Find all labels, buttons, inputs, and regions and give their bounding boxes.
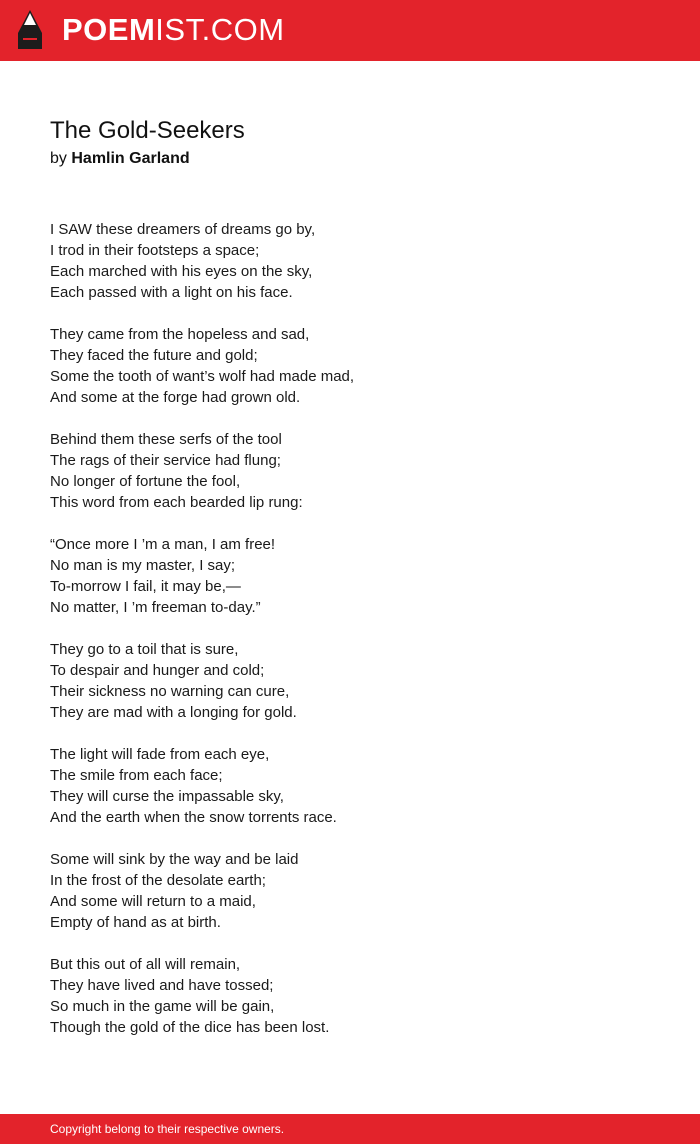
poem-line: No longer of fortune the fool, xyxy=(50,473,241,490)
poem-line: They go to a toil that is sure, xyxy=(50,641,239,658)
poem-line: They faced the future and gold; xyxy=(50,347,258,364)
poem-line: So much in the game will be gain, xyxy=(50,998,275,1015)
logo-text-light: IST.COM xyxy=(155,12,285,47)
poem-line: The smile from each face; xyxy=(50,767,223,784)
by-label: by xyxy=(50,150,67,167)
poem-line: This word from each bearded lip rung: xyxy=(50,494,303,511)
poem-line: And the earth when the snow torrents race. xyxy=(50,809,337,826)
poem-line: To despair and hunger and cold; xyxy=(50,662,265,679)
author-name: Hamlin Garland xyxy=(71,150,190,167)
poem-line: Behind them these serfs of the tool xyxy=(50,431,282,448)
poem-line: Though the gold of the dice has been lost. xyxy=(50,1019,330,1036)
poem-line: Each marched with his eyes on the sky, xyxy=(50,263,313,280)
stanza xyxy=(50,744,650,828)
stanza xyxy=(50,954,650,1038)
poem-line: “Once more I ’m a man, I am free! xyxy=(50,536,276,553)
poem-line: Their sickness no warning can cure, xyxy=(50,683,290,700)
site-logo[interactable] xyxy=(62,12,285,48)
poem-line: But this out of all will remain, xyxy=(50,956,241,973)
site-footer xyxy=(0,1114,700,1144)
stanza xyxy=(50,324,650,408)
poem-line: They have lived and have tossed; xyxy=(50,977,274,994)
stanza xyxy=(50,534,650,618)
poem-line: And some at the forge had grown old. xyxy=(50,389,301,406)
poem-title: The Gold-Seekers xyxy=(50,117,245,144)
poem-line: To-morrow I fail, it may be,— xyxy=(50,578,241,595)
copyright-text: Copyright belong to their respective owners. xyxy=(50,1122,285,1136)
poem-line: The light will fade from each eye, xyxy=(50,746,270,763)
site-header xyxy=(0,0,700,61)
poem-line: Some the tooth of want’s wolf had made mad, xyxy=(50,368,355,385)
poem-line: No man is my master, I say; xyxy=(50,557,236,574)
stanza xyxy=(50,849,650,933)
pencil-tip-icon xyxy=(16,9,44,51)
poem-line: They will curse the impassable sky, xyxy=(50,788,284,805)
poem-line: Each passed with a light on his face. xyxy=(50,284,293,301)
poem-line: I SAW these dreamers of dreams go by, xyxy=(50,221,316,238)
stanza xyxy=(50,219,650,303)
poem-line: Some will sink by the way and be laid xyxy=(50,851,299,868)
byline xyxy=(50,148,190,170)
poem-body xyxy=(50,219,650,1059)
logo-text-bold: POEM xyxy=(62,12,156,47)
poem-line: And some will return to a maid, xyxy=(50,893,256,910)
poem-line: They came from the hopeless and sad, xyxy=(50,326,310,343)
stanza xyxy=(50,639,650,723)
poem-line: The rags of their service had flung; xyxy=(50,452,281,469)
poem-line: In the frost of the desolate earth; xyxy=(50,872,266,889)
poem-line: No matter, I ’m freeman to-day.” xyxy=(50,599,261,616)
poem-line: They are mad with a longing for gold. xyxy=(50,704,297,721)
stanza xyxy=(50,429,650,513)
poem-line: Empty of hand as at birth. xyxy=(50,914,221,931)
poem-line: I trod in their footsteps a space; xyxy=(50,242,260,259)
